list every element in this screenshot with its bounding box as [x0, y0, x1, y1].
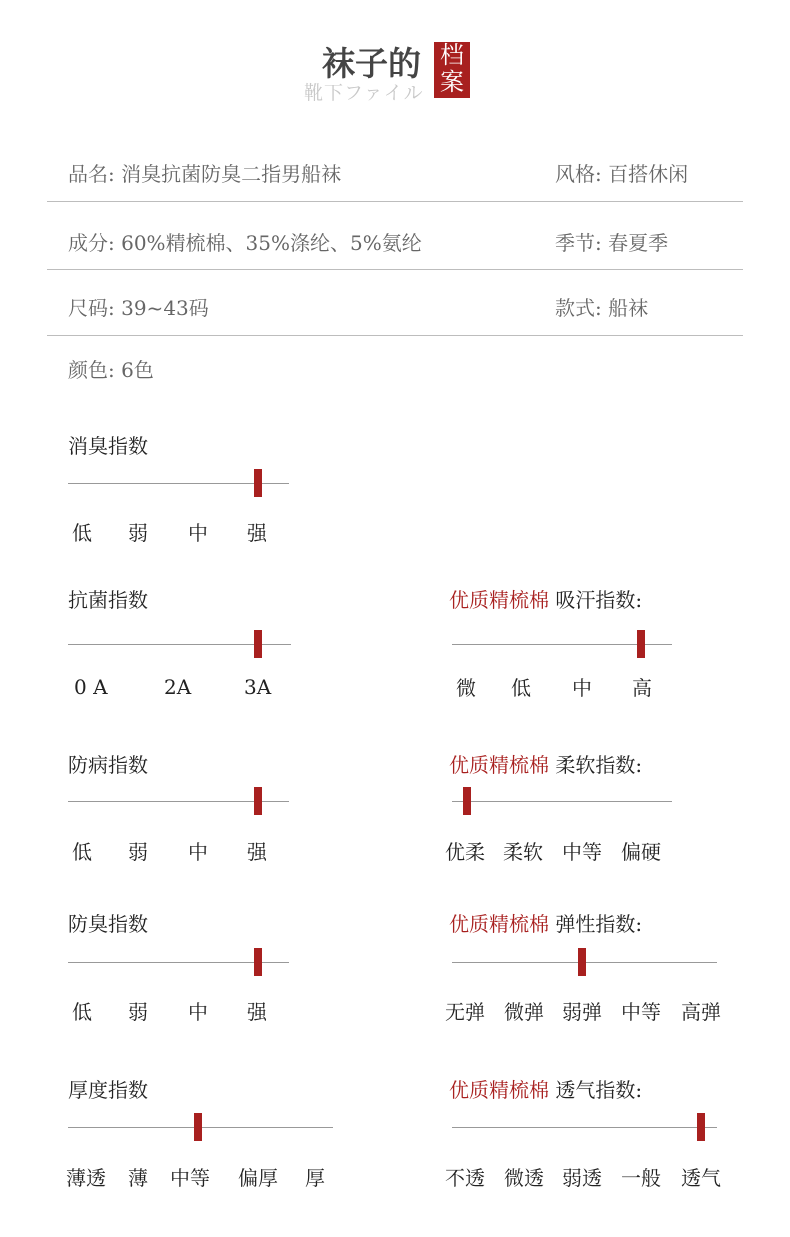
spec-value: 百搭休闲	[608, 162, 689, 186]
gauge-label: 偏厚	[238, 1166, 278, 1190]
divider	[47, 201, 743, 202]
gauge-title: 厚度指数	[68, 1078, 148, 1102]
gauge-marker	[578, 948, 586, 976]
spec-value: 39~43码	[121, 296, 209, 320]
gauge-track	[452, 1127, 717, 1128]
gauge-label: 优柔	[445, 840, 485, 864]
gauge-title-text: 弹性指数:	[555, 912, 643, 936]
gauge-title	[449, 908, 642, 937]
gauge-label: 透气	[681, 1166, 721, 1190]
gauge-track	[68, 1127, 333, 1128]
gauge-label: 中等	[562, 840, 602, 864]
spec-value: 消臭抗菌防臭二指男船袜	[121, 162, 342, 186]
gauge-marker	[254, 630, 262, 658]
spec-name	[68, 158, 341, 187]
gauge-label: 厚	[305, 1166, 325, 1190]
gauge-prefix: 优质精梳棉	[449, 753, 549, 777]
badge-bottom: 案	[440, 68, 464, 96]
spec-label: 尺码:	[68, 296, 115, 320]
gauge-label: 弱	[128, 1000, 148, 1024]
gauge-label: 低	[72, 1000, 92, 1024]
spec-label: 颜色:	[68, 358, 115, 382]
gauge-label: 低	[72, 840, 92, 864]
gauge-track	[68, 962, 289, 963]
gauge-label: 中等	[170, 1166, 210, 1190]
gauge-title	[449, 749, 642, 778]
gauge-label: 高	[632, 676, 652, 700]
spec-material	[68, 227, 422, 256]
gauge-label: 中等	[621, 1000, 661, 1024]
gauge-label: 强	[247, 1000, 267, 1024]
gauge-label: 弱透	[562, 1166, 602, 1190]
gauge-label: 高弹	[681, 1000, 721, 1024]
spec-label: 风格:	[555, 162, 602, 186]
gauge-label: 薄	[128, 1166, 148, 1190]
gauge-title: 抗菌指数	[68, 588, 148, 612]
gauge-label: 强	[247, 840, 267, 864]
spec-size	[68, 292, 209, 321]
gauge-title	[449, 584, 642, 613]
gauge-prefix: 优质精梳棉	[449, 912, 549, 936]
gauge-label: 微	[456, 676, 476, 700]
spec-label: 品名:	[68, 162, 115, 186]
gauge-title: 消臭指数	[68, 434, 148, 458]
gauge-title-text: 吸汗指数:	[555, 588, 643, 612]
gauge-marker	[697, 1113, 705, 1141]
gauge-track	[68, 644, 291, 645]
gauge-prefix: 优质精梳棉	[449, 588, 549, 612]
gauge-track	[452, 962, 717, 963]
gauge-marker	[254, 948, 262, 976]
spec-label: 款式:	[555, 296, 602, 320]
page-subtitle: 靴下ファイル	[304, 82, 424, 104]
gauge-title	[449, 1074, 642, 1103]
gauge-title-text: 透气指数:	[555, 1078, 643, 1102]
gauge-label: 一般	[621, 1166, 661, 1190]
gauge-marker	[254, 469, 262, 497]
gauge-label: 弱	[128, 521, 148, 545]
spec-label: 季节:	[555, 231, 602, 255]
gauge-track	[68, 483, 289, 484]
gauge-marker	[463, 787, 471, 815]
gauge-label: 柔软	[503, 840, 543, 864]
gauge-marker	[194, 1113, 202, 1141]
spec-type	[555, 292, 648, 321]
gauge-label: 中	[188, 521, 208, 545]
gauge-marker	[637, 630, 645, 658]
title-badge	[434, 42, 470, 98]
gauge-label: 中	[188, 840, 208, 864]
spec-value: 6色	[121, 358, 154, 382]
spec-season	[555, 227, 668, 256]
spec-style	[555, 158, 688, 187]
gauge-label: 低	[511, 676, 531, 700]
spec-value: 船袜	[608, 296, 649, 320]
gauge-label: 弱	[128, 840, 148, 864]
page-title: 袜子的	[322, 44, 421, 83]
spec-value: 春夏季	[608, 231, 669, 255]
gauge-label: 中	[572, 676, 592, 700]
badge-top: 档	[440, 41, 464, 69]
gauge-label: 微弹	[504, 1000, 544, 1024]
gauge-marker	[254, 787, 262, 815]
gauge-title-text: 柔软指数:	[555, 753, 643, 777]
gauge-prefix: 优质精梳棉	[449, 1078, 549, 1102]
gauge-label: 中	[188, 1000, 208, 1024]
gauge-title: 防病指数	[68, 753, 148, 777]
gauge-label: 不透	[445, 1166, 485, 1190]
spec-color	[68, 354, 154, 383]
gauge-label: 低	[72, 521, 92, 545]
gauge-track	[452, 644, 672, 645]
gauge-label: 2A	[164, 675, 192, 699]
spec-value: 60%精梳棉、35%涤纶、5%氨纶	[121, 231, 422, 255]
gauge-label: 强	[247, 521, 267, 545]
gauge-label: 0 A	[74, 675, 108, 699]
gauge-title: 防臭指数	[68, 912, 148, 936]
gauge-label: 薄透	[66, 1166, 106, 1190]
divider	[47, 269, 743, 270]
gauge-track	[68, 801, 289, 802]
gauge-label: 偏硬	[621, 840, 661, 864]
gauge-label: 3A	[244, 675, 272, 699]
divider	[47, 335, 743, 336]
gauge-label: 微透	[504, 1166, 544, 1190]
gauge-label: 无弹	[445, 1000, 485, 1024]
gauge-label: 弱弹	[562, 1000, 602, 1024]
spec-label: 成分:	[68, 231, 115, 255]
gauge-track	[452, 801, 672, 802]
